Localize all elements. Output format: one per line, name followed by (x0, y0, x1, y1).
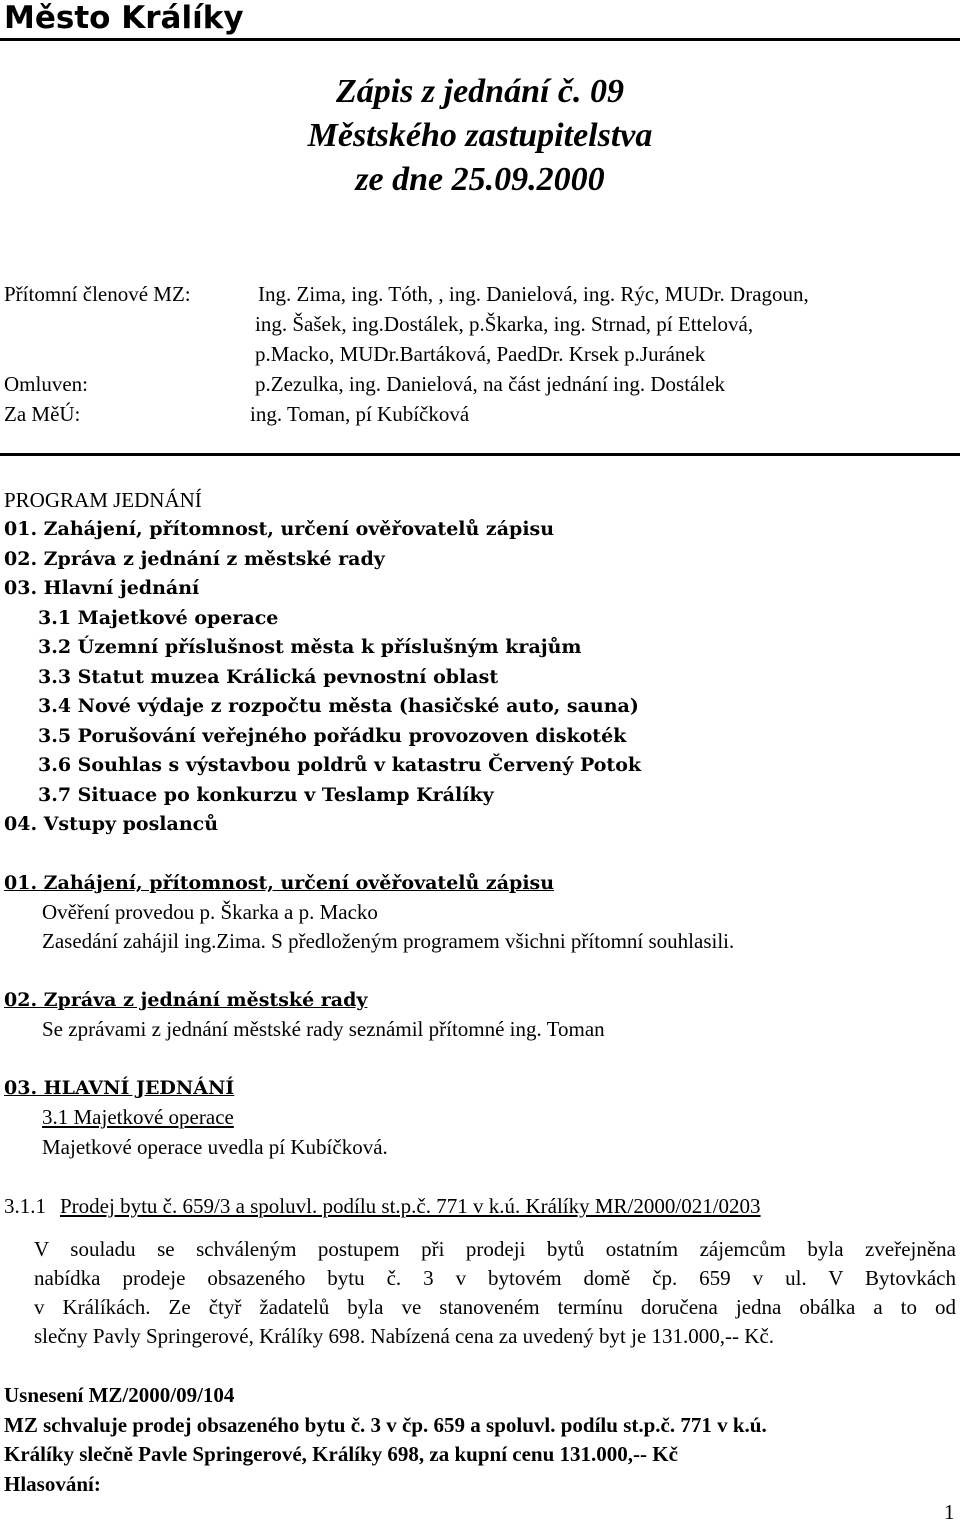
program-item-3-7: 3.7 Situace po konkurzu v Teslamp Králíky (38, 784, 494, 806)
excused-value: p.Zezulka, ing. Danielová, na část jednání ing. Dostálek (255, 372, 726, 396)
town-name: Město Králíky (4, 0, 244, 36)
program-item-02: 02. Zpráva z jednání z městské rady (4, 548, 385, 570)
page-number: 1 (944, 1500, 955, 1524)
program-item-04: 04. Vstupy poslanců (4, 813, 219, 835)
paragraph-line-4: slečny Pavly Springerové, Králíky 698. Nabízená cena za uvedený byt je 131.000,-- Kč. (34, 1324, 775, 1348)
program-item-3-2: 3.2 Územní příslušnost města k příslušným krajům (38, 636, 582, 658)
section01-line2: Zasedání zahájil ing.Zima. S předloženým programem všichni přítomní souhlasili. (42, 929, 735, 953)
resolution-heading: Usnesení MZ/2000/09/104 (4, 1383, 235, 1407)
doc-title-line2: Městského zastupitelstva (307, 117, 653, 154)
program-heading: PROGRAM JEDNÁNÍ (4, 488, 202, 512)
paragraph-line-2: nabídka prodeje obsazeného bytu č. 3 v bytovém domě čp. 659 v ul. V Bytovkách (34, 1266, 956, 1290)
program-item-3-3: 3.3 Statut muzea Králická pevnostní oblast (38, 666, 499, 688)
office-label: Za MěÚ: (4, 402, 81, 426)
voting-label: Hlasování: (4, 1472, 101, 1496)
section01-line1: Ověření provedou p. Škarka a p. Macko (42, 900, 378, 924)
section03-heading: 03. HLAVNÍ JEDNÁNÍ (4, 1077, 235, 1099)
resolution-line2: Králíky slečně Pavle Springerové, Králíky 698, za kupní cenu 131.000,-- Kč (4, 1442, 678, 1466)
program-item-3-4: 3.4 Nové výdaje z rozpočtu města (hasičské auto, sauna) (38, 695, 639, 717)
paragraph-line-3: v Králíkách. Ze čtyř žadatelů byla ve stanoveném termínu doručena jedna obálka a to od (34, 1295, 956, 1319)
section03-line1: Majetkové operace uvedla pí Kubíčková. (42, 1135, 388, 1159)
program-item-03: 03. Hlavní jednání (4, 577, 200, 599)
section02-heading: 02. Zpráva z jednání městské rady (4, 989, 368, 1011)
program-item-3-1: 3.1 Majetkové operace (38, 607, 279, 629)
doc-title-line3: ze dne 25.09.2000 (355, 161, 605, 198)
office-value: ing. Toman, pí Kubíčková (250, 402, 470, 426)
program-item-3-5: 3.5 Porušování veřejného pořádku provozoven diskoték (38, 725, 627, 747)
header-rule (0, 38, 960, 41)
section03-subheading: 3.1 Majetkové operace (42, 1105, 234, 1129)
paragraph-line-1: V souladu se schváleným postupem při prodeji bytů ostatním zájemcům byla zveřejněna (34, 1237, 956, 1261)
program-item-01: 01. Zahájení, přítomnost, určení ověřovatelů zápisu (4, 518, 555, 540)
section02-line1: Se zprávami z jednání městské rady seznámil přítomné ing. Toman (42, 1017, 605, 1041)
excused-label: Omluven: (4, 372, 88, 396)
resolution-line1: MZ schvaluje prodej obsazeného bytu č. 3 v čp. 659 a spoluvl. podílu st.p.č. 771 v k.ú. (4, 1413, 767, 1437)
present-line-3: p.Macko, MUDr.Bartáková, PaedDr. Krsek p.Juránek (255, 342, 706, 366)
section01-heading: 01. Zahájení, přítomnost, určení ověřovatelů zápisu (4, 872, 555, 894)
item-number: 3.1.1 (4, 1194, 46, 1218)
program-item-3-6: 3.6 Souhlas s výstavbou poldrů v katastru Červený Potok (38, 754, 642, 776)
item-title: Prodej bytu č. 659/3 a spoluvl. podílu st.p.č. 771 v k.ú. Králíky MR/2000/021/0203 (60, 1194, 761, 1218)
present-label: Přítomní členové MZ: (4, 282, 191, 306)
doc-title-line1: Zápis z jednání č. 09 (335, 73, 625, 110)
present-line-2: ing. Šašek, ing.Dostálek, p.Škarka, ing. Strnad, pí Ettelová, (255, 312, 754, 336)
attendance-rule (0, 453, 960, 456)
present-line-1: Ing. Zima, ing. Tóth, , ing. Danielová, ing. Rýc, MUDr. Dragoun, (258, 282, 809, 306)
